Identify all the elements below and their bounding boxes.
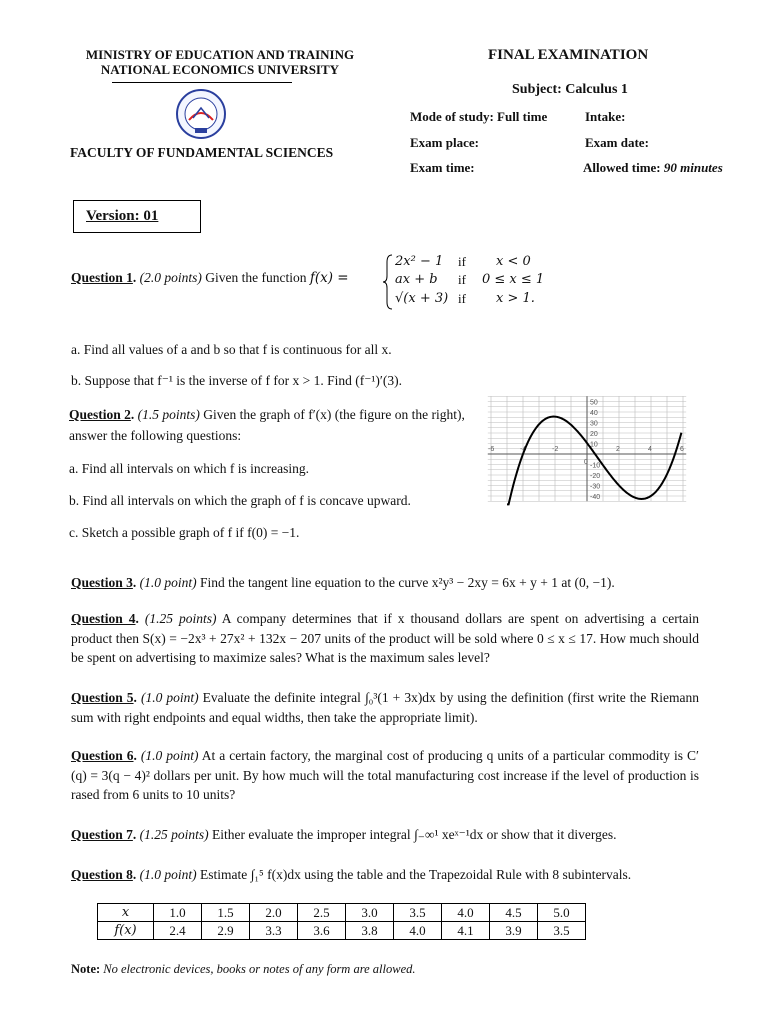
function-value-table xyxy=(97,903,586,940)
question-4-text: A company determines that if x thousand dollars are spent on advertising a certain product then S(x) = −2x³ + 27x² + 132x − 207 units of the product will be sold where 0 ≤ x ≤ 17. How much should be spent on advertising to maximize sales? What is the maximum sales level? xyxy=(71,611,700,665)
x-tick-label: -6 xyxy=(488,446,495,453)
question-2a: a. Find all intervals on which f is increasing. xyxy=(69,461,309,476)
x-tick-label: -4 xyxy=(520,446,527,453)
question-1-label: Question 1 xyxy=(71,270,133,285)
question-4-label: Question 4 xyxy=(71,611,136,626)
question-8-text: Estimate ∫₁⁵ f(x)dx using the table and the Trapezoidal Rule with 8 subintervals. xyxy=(200,867,632,882)
case-1-expr: 2x² − 1 xyxy=(395,254,444,269)
case-1-cond: x < 0 xyxy=(496,254,531,269)
y-tick-label: 50 xyxy=(590,399,598,407)
university-title: NATIONAL ECONOMICS UNIVERSITY xyxy=(100,62,340,77)
question-8-label: Question 8 xyxy=(71,867,133,882)
question-7-label: Question 7 xyxy=(71,827,133,842)
table-cell: 4.5 xyxy=(490,904,538,922)
table-cell: 2.4 xyxy=(154,922,202,940)
question-7: Question 7. (1.25 points) Either evaluate the improper integral ∫₋∞¹ xeˣ⁻¹dx or show that it diverges. xyxy=(71,827,617,842)
case-2-if: if xyxy=(458,272,466,287)
x-tick-label: 6 xyxy=(680,446,684,453)
allowed-time-label: Allowed time: xyxy=(583,160,661,175)
university-logo xyxy=(175,88,227,140)
note-text: No electronic devices, books or notes of any form are allowed. xyxy=(103,962,416,976)
question-6-points: (1.0 point) xyxy=(140,748,199,763)
table-cell: 4.0 xyxy=(394,922,442,940)
question-2-label: Question 2 xyxy=(69,407,131,422)
y-tick-label: -20 xyxy=(590,473,601,480)
question-6-text: At a certain factory, the marginal cost of producing q units of a particular commodity is C′(q) = 3(q − 4)² dollars per unit. By how much will the total manufacturing cost increase if the level of production is rased from 6 units to 10 units? xyxy=(71,748,699,802)
question-2-text: Given the graph of f′(x) (the figure on the right), answer the following questions: xyxy=(69,407,465,443)
table-cell: 3.8 xyxy=(346,922,394,940)
version-label: Version: 01 xyxy=(86,208,159,224)
question-1-text: Given the function xyxy=(205,270,307,285)
case-3-if: if xyxy=(458,291,466,306)
allowed-time-value: 90 minutes xyxy=(663,160,723,175)
table-cell: 1.0 xyxy=(154,904,202,922)
intake: Intake: xyxy=(585,109,626,124)
question-4-points: (1.25 points) xyxy=(144,611,217,626)
table-cell: 4.0 xyxy=(442,904,490,922)
table-row-fx xyxy=(98,922,586,940)
question-5-text: Evaluate the definite integral ∫₀³(1 + 3x)dx by using the definition (first write the Riemann sum with right endpoints and equal widths, then take the appropriate limit). xyxy=(71,690,700,725)
case-3-cond: x > 1. xyxy=(496,291,535,306)
question-5: Question 5. (1.0 point) Evaluate the definite integral ∫₀³(1 + 3x)dx by using the definition (first write the Riemann sum with right endpoints and equal widths, then take the appropriate limit). xyxy=(71,690,700,725)
question-2-points: (1.5 points) xyxy=(137,407,200,422)
exam-note xyxy=(71,962,416,977)
table-row-x xyxy=(98,904,586,922)
question-3-text: Find the tangent line equation to the curve x²y³ − 2xy = 6x + y + 1 at (0, −1). xyxy=(200,575,615,590)
case-1-if: if xyxy=(458,254,466,269)
y-tick-label: -10 xyxy=(590,462,601,470)
exam-place: Exam place: xyxy=(410,135,479,150)
question-1a: a. Find all values of a and b so that f is continuous for all x. xyxy=(71,342,392,357)
exam-date: Exam date: xyxy=(585,135,649,150)
question-5-label: Question 5 xyxy=(71,690,134,705)
table-cell: 3.5 xyxy=(538,922,586,940)
question-6: Question 6. (1.0 point) At a certain factory, the marginal cost of producing q units of a particular commodity is C′(q) = 3(q − 4)² dollars per unit. By how much will the total manufacturing cost increase if the level of production is rased from 6 units to 10 units? xyxy=(71,748,699,802)
question-6-label: Question 6 xyxy=(71,748,134,763)
question-1-function: f(x) = xyxy=(309,270,349,286)
x-tick-label: 4 xyxy=(648,446,652,453)
exam-title: FINAL EXAMINATION xyxy=(488,47,649,63)
allowed-time xyxy=(583,160,723,176)
table-header-x: x xyxy=(98,904,154,922)
table-cell: 4.1 xyxy=(442,922,490,940)
y-tick-label: 10 xyxy=(590,441,598,449)
y-tick-label: -30 xyxy=(590,483,601,491)
header-divider xyxy=(112,82,292,83)
table-cell: 2.0 xyxy=(250,904,298,922)
table-cell: 3.3 xyxy=(250,922,298,940)
question-4: Question 4. (1.25 points) A company determines that if x thousand dollars are spent on advertising a certain product then S(x) = −2x³ + 27x² + 132x − 207 units of the product will be sold where 0 ≤ x ≤ 17. How much should be spent on advertising to maximize sales? What is the maximum sales level? xyxy=(71,611,700,665)
question-3-points: (1.0 point) xyxy=(139,575,197,590)
question-3-label: Question 3 xyxy=(71,575,133,590)
exam-time: Exam time: xyxy=(410,160,475,175)
y-tick-label: 20 xyxy=(590,431,598,438)
exam-subject: Subject: Calculus 1 xyxy=(512,82,628,97)
note-label: Note: xyxy=(71,962,101,976)
table-cell: 3.6 xyxy=(298,922,346,940)
question-7-points: (1.25 points) xyxy=(139,827,209,842)
table-cell: 3.5 xyxy=(394,904,442,922)
case-2-expr: ax + b xyxy=(395,272,438,287)
table-cell: 3.0 xyxy=(346,904,394,922)
x-tick-label: 0 xyxy=(584,459,588,466)
table-cell: 5.0 xyxy=(538,904,586,922)
table-cell: 2.5 xyxy=(298,904,346,922)
y-tick-label: 40 xyxy=(590,410,598,417)
y-tick-label: 30 xyxy=(590,420,598,428)
mode-of-study: Mode of study: Full time xyxy=(410,109,548,124)
faculty-title: FACULTY OF FUNDAMENTAL SCIENCES xyxy=(70,145,334,160)
question-1-intro: Question 1. (2.0 points) Given the function f(x) = xyxy=(71,270,349,286)
case-2-cond: 0 ≤ x ≤ 1 xyxy=(482,272,545,287)
question-8-points: (1.0 point) xyxy=(139,867,197,882)
derivative-graph xyxy=(485,340,690,535)
question-1-points: (2.0 points) xyxy=(139,270,202,285)
question-5-points: (1.0 point) xyxy=(140,690,199,705)
table-header-fx: f(x) xyxy=(98,922,154,940)
question-7-text: Either evaluate the improper integral ∫₋∞¹ xeˣ⁻¹dx or show that it diverges. xyxy=(212,827,617,842)
question-2c: c. Sketch a possible graph of f if f(0) = −1. xyxy=(69,525,300,540)
x-tick-label: -2 xyxy=(552,446,559,453)
question-1b: b. Suppose that f⁻¹ is the inverse of f for x > 1. Find (f⁻¹)′(3). xyxy=(71,373,402,388)
question-2-intro: Question 2. (1.5 points) Given the graph of f′(x) (the figure on the right), answer the following questions: xyxy=(69,407,465,443)
y-tick-label: -40 xyxy=(590,494,601,501)
table-cell: 3.9 xyxy=(490,922,538,940)
table-cell: 2.9 xyxy=(202,922,250,940)
ministry-title: MINISTRY OF EDUCATION AND TRAINING xyxy=(85,47,355,62)
table-cell: 1.5 xyxy=(202,904,250,922)
question-3: Question 3. (1.0 point) Find the tangent line equation to the curve x²y³ − 2xy = 6x + y + 1 at (0, −1). xyxy=(71,575,615,590)
derivative-curve xyxy=(507,417,681,505)
x-tick-label: 2 xyxy=(616,446,620,453)
case-3-expr: √(x + 3) xyxy=(395,291,449,306)
question-2b: b. Find all intervals on which the graph of f is concave upward. xyxy=(69,493,411,508)
piecewise-brace xyxy=(383,254,393,310)
question-8: Question 8. (1.0 point) Estimate ∫₁⁵ f(x)dx using the table and the Trapezoidal Rule with 8 subintervals. xyxy=(71,867,632,882)
